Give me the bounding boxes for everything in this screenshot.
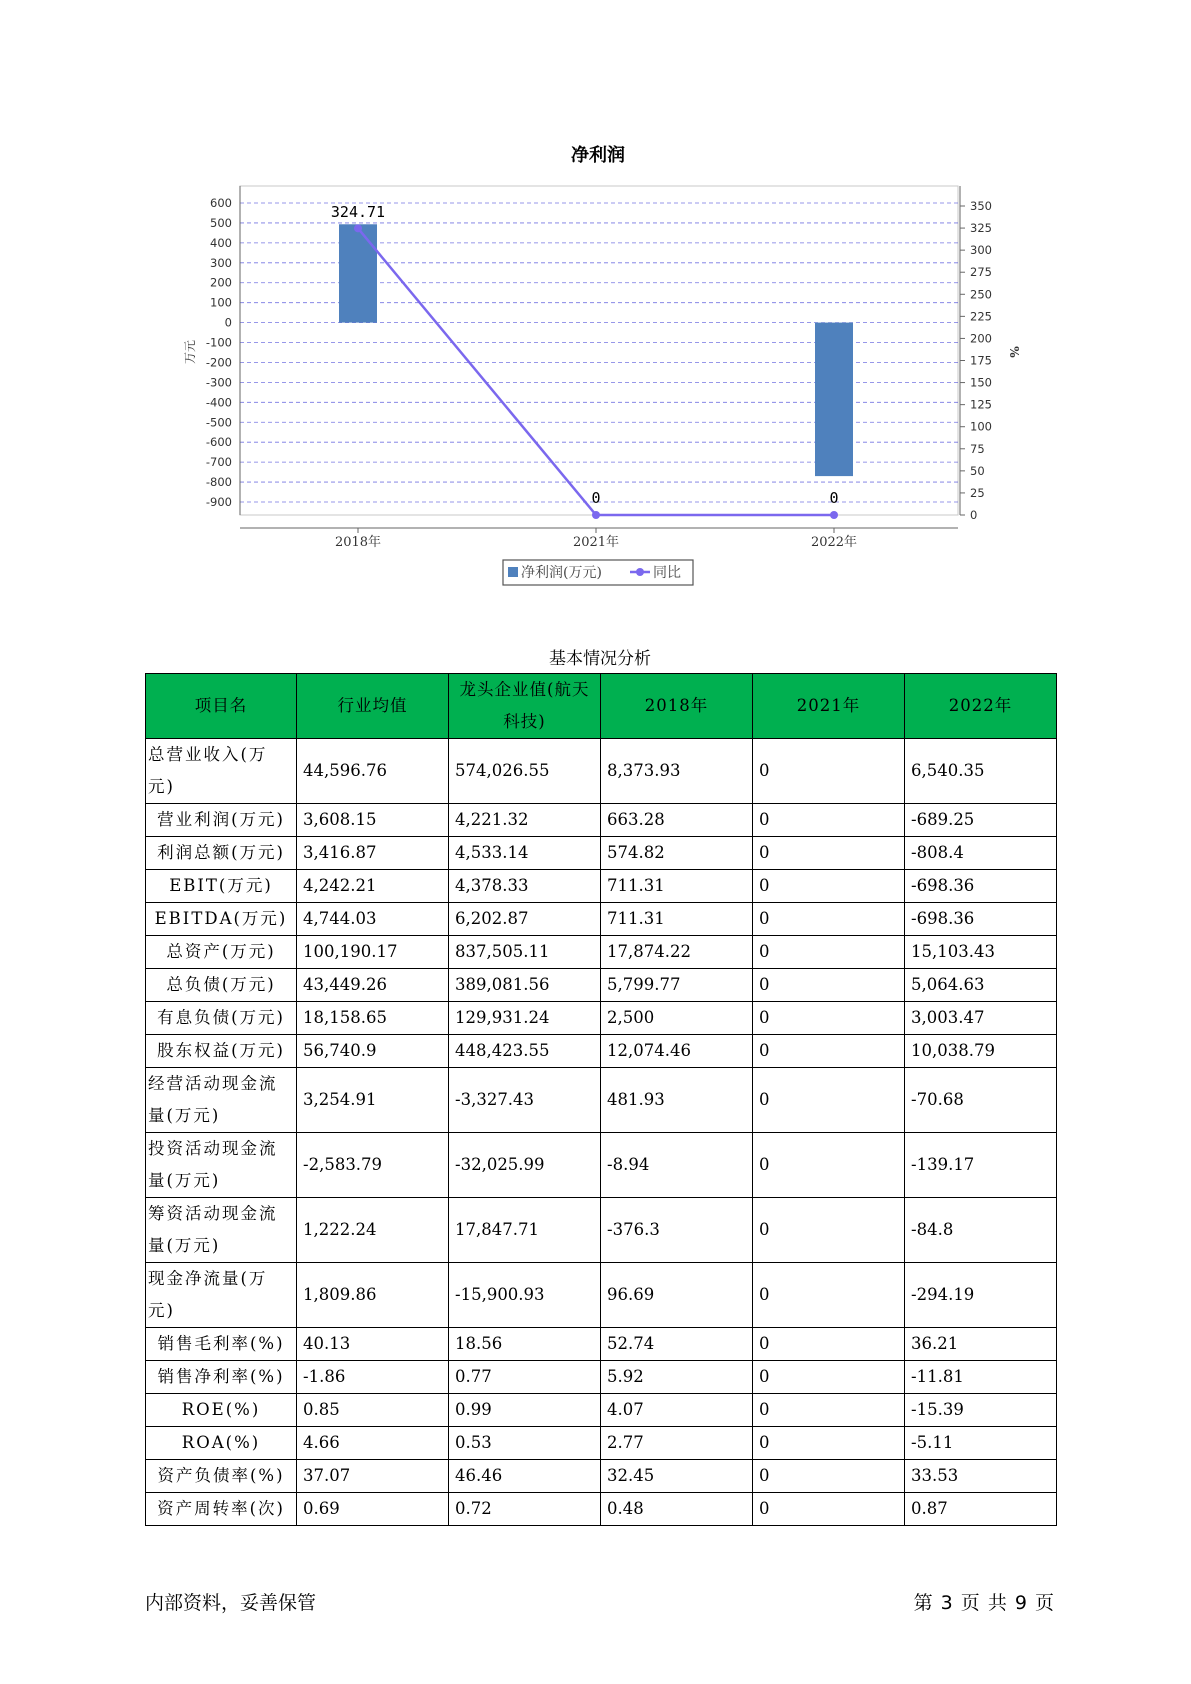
table-cell: -698.36 — [905, 870, 1057, 903]
table-cell: 5.92 — [601, 1361, 753, 1394]
table-cell: 574.82 — [601, 837, 753, 870]
table-body — [146, 739, 1057, 1526]
table-cell: -689.25 — [905, 804, 1057, 837]
data-label: 0 — [591, 489, 601, 507]
table-cell: 6,202.87 — [449, 903, 601, 936]
header-2022: 2022年 — [905, 674, 1057, 739]
table-cell: 0 — [753, 903, 905, 936]
header-2021: 2021年 — [753, 674, 905, 739]
table-cell: 0 — [753, 1035, 905, 1068]
y-tick-label: -400 — [205, 395, 232, 410]
table-cell: -139.17 — [905, 1133, 1057, 1198]
table-cell: 0 — [753, 1263, 905, 1328]
y2-tick-label: 25 — [970, 485, 985, 500]
table-cell: -5.11 — [905, 1427, 1057, 1460]
table-cell: 4,744.03 — [297, 903, 449, 936]
table-row — [146, 1328, 1057, 1361]
y2-tick-label: 100 — [970, 419, 992, 434]
table-cell: 0 — [753, 1328, 905, 1361]
table-cell: -32,025.99 — [449, 1133, 601, 1198]
table-cell: 17,847.71 — [449, 1198, 601, 1263]
header-industry-avg: 行业均值 — [297, 674, 449, 739]
y2-tick-label: 200 — [970, 331, 992, 346]
table-cell: 0 — [753, 1427, 905, 1460]
table-row — [146, 969, 1057, 1002]
row-label: 营业利润(万元) — [146, 804, 297, 837]
legend-label-line: 同比 — [653, 565, 681, 581]
table-row — [146, 837, 1057, 870]
footer-page-number: 第 3 页 共 9 页 — [913, 1592, 1055, 1614]
row-label: EBITDA(万元) — [146, 903, 297, 936]
y2-tick-label: 250 — [970, 287, 992, 302]
y-tick-label: 600 — [210, 196, 232, 210]
table-cell: 0.53 — [449, 1427, 601, 1460]
table-cell: 0 — [753, 1133, 905, 1198]
y2-tick-label: 175 — [970, 353, 992, 368]
table-cell: 0 — [753, 1002, 905, 1035]
legend-label-bar: 净利润(万元) — [521, 565, 602, 581]
table-row — [146, 804, 1057, 837]
row-label: 总负债(万元) — [146, 969, 297, 1002]
table-cell: 0 — [753, 804, 905, 837]
data-label: 0 — [829, 489, 839, 507]
table-row — [146, 739, 1057, 804]
table-cell: 3,608.15 — [297, 804, 449, 837]
table-cell: 0 — [753, 739, 905, 804]
y-tick-label: -500 — [205, 415, 232, 430]
table-row — [146, 1263, 1057, 1328]
y2-tick-label: 150 — [970, 375, 992, 390]
table-row — [146, 936, 1057, 969]
table-cell: 663.28 — [601, 804, 753, 837]
row-label: 经营活动现金流量(万元) — [146, 1068, 297, 1133]
chart-canvas — [0, 0, 1191, 600]
table-cell: 0 — [753, 1493, 905, 1526]
y-tick-label: -800 — [205, 475, 232, 490]
table-cell: 6,540.35 — [905, 739, 1057, 804]
table-header-row — [146, 674, 1057, 739]
table-cell: 10,038.79 — [905, 1035, 1057, 1068]
y2-tick-label: 225 — [970, 309, 992, 324]
table-row — [146, 1133, 1057, 1198]
bar — [339, 224, 377, 322]
table-row — [146, 1427, 1057, 1460]
row-label: 有息负债(万元) — [146, 1002, 297, 1035]
table-cell: 711.31 — [601, 903, 753, 936]
table-cell: 33.53 — [905, 1460, 1057, 1493]
row-label: 股东权益(万元) — [146, 1035, 297, 1068]
y-tick-label: 100 — [210, 295, 232, 310]
row-label: 现金净流量(万元) — [146, 1263, 297, 1328]
table-row — [146, 1002, 1057, 1035]
table-cell: 0.99 — [449, 1394, 601, 1427]
table-cell: 389,081.56 — [449, 969, 601, 1002]
row-label: 资产周转率(次) — [146, 1493, 297, 1526]
table-cell: -808.4 — [905, 837, 1057, 870]
table-caption: 基本情况分析 — [549, 649, 651, 669]
table-cell: 0.87 — [905, 1493, 1057, 1526]
row-label: 销售净利率(%) — [146, 1361, 297, 1394]
footer-confidential-note: 内部资料，妥善保管 — [145, 1592, 317, 1614]
table-cell: 4,378.33 — [449, 870, 601, 903]
row-label: 利润总额(万元) — [146, 837, 297, 870]
y-tick-label: -100 — [205, 335, 232, 350]
table-cell: 15,103.43 — [905, 936, 1057, 969]
table-cell: -15,900.93 — [449, 1263, 601, 1328]
header-item-name: 项目名 — [146, 674, 297, 739]
y-tick-label: -600 — [205, 435, 232, 450]
table-cell: 0.72 — [449, 1493, 601, 1526]
line-point — [830, 511, 838, 519]
table-cell: -84.8 — [905, 1198, 1057, 1263]
table-cell: 0 — [753, 837, 905, 870]
row-label: 销售毛利率(%) — [146, 1328, 297, 1361]
line-point — [592, 511, 600, 519]
table-row — [146, 870, 1057, 903]
y2-axis-label: % — [1007, 346, 1021, 358]
row-label: 总营业收入(万元) — [146, 739, 297, 804]
table-cell: -1.86 — [297, 1361, 449, 1394]
row-label: ROA(%) — [146, 1427, 297, 1460]
table-cell: 0 — [753, 936, 905, 969]
table-row — [146, 1394, 1057, 1427]
y-tick-label: -200 — [205, 355, 232, 370]
table-cell: 12,074.46 — [601, 1035, 753, 1068]
table-cell: -8.94 — [601, 1133, 753, 1198]
table-cell: 2.77 — [601, 1427, 753, 1460]
y-tick-label: 500 — [210, 215, 232, 230]
y2-tick-label: 350 — [970, 199, 992, 213]
y-tick-label: -700 — [205, 455, 232, 470]
x-tick-label: 2021年 — [572, 535, 620, 550]
y2-tick-label: 325 — [970, 221, 992, 236]
table-cell: 37.07 — [297, 1460, 449, 1493]
table-cell: 43,449.26 — [297, 969, 449, 1002]
bar — [815, 323, 853, 477]
table-cell: 574,026.55 — [449, 739, 601, 804]
table-cell: 0 — [753, 1198, 905, 1263]
table-cell: 36.21 — [905, 1328, 1057, 1361]
table-cell: 3,003.47 — [905, 1002, 1057, 1035]
y-tick-label: 200 — [210, 275, 232, 290]
table-cell: 0 — [753, 1361, 905, 1394]
y2-tick-label: 75 — [970, 441, 985, 456]
table-row — [146, 1361, 1057, 1394]
table-row — [146, 903, 1057, 936]
y-tick-label: 300 — [210, 255, 232, 270]
table-cell: 448,423.55 — [449, 1035, 601, 1068]
table-row — [146, 1198, 1057, 1263]
y2-tick-label: 50 — [970, 463, 985, 478]
header-leader-value: 龙头企业值(航天科技) — [449, 674, 601, 739]
table-cell: 17,874.22 — [601, 936, 753, 969]
table-cell: -2,583.79 — [297, 1133, 449, 1198]
table-cell: 1,222.24 — [297, 1198, 449, 1263]
y-tick-label: 400 — [210, 235, 232, 250]
table-row — [146, 1068, 1057, 1133]
table-cell: 46.46 — [449, 1460, 601, 1493]
y2-tick-label: 300 — [970, 243, 992, 258]
row-label: ROE(%) — [146, 1394, 297, 1427]
table-cell: 0 — [753, 1460, 905, 1493]
table-row — [146, 1035, 1057, 1068]
table-cell: 4,221.32 — [449, 804, 601, 837]
table-cell: 5,799.77 — [601, 969, 753, 1002]
table-cell: -698.36 — [905, 903, 1057, 936]
table-cell: 32.45 — [601, 1460, 753, 1493]
table-cell: 711.31 — [601, 870, 753, 903]
table-cell: 0 — [753, 1068, 905, 1133]
chart-title: 净利润 — [571, 145, 625, 166]
table-cell: 129,931.24 — [449, 1002, 601, 1035]
table-cell: 2,500 — [601, 1002, 753, 1035]
row-label: 总资产(万元) — [146, 936, 297, 969]
table-cell: 0 — [753, 870, 905, 903]
row-label: EBIT(万元) — [146, 870, 297, 903]
y-tick-label: 0 — [224, 315, 232, 330]
legend-swatch-bar — [508, 567, 518, 577]
analysis-table — [145, 673, 1057, 1526]
table-cell: 3,416.87 — [297, 837, 449, 870]
table-cell: 96.69 — [601, 1263, 753, 1328]
row-label: 投资活动现金流量(万元) — [146, 1133, 297, 1198]
table-cell: -294.19 — [905, 1263, 1057, 1328]
table-cell: 56,740.9 — [297, 1035, 449, 1068]
table-cell: 0.48 — [601, 1493, 753, 1526]
row-label: 筹资活动现金流量(万元) — [146, 1198, 297, 1263]
table-cell: 0.69 — [297, 1493, 449, 1526]
table-cell: 4.07 — [601, 1394, 753, 1427]
x-tick-label: 2022年 — [810, 535, 858, 550]
table-cell: 4.66 — [297, 1427, 449, 1460]
line-series — [358, 228, 834, 515]
table-cell: -11.81 — [905, 1361, 1057, 1394]
table-cell: 0.85 — [297, 1394, 449, 1427]
table-cell: -70.68 — [905, 1068, 1057, 1133]
data-label: 324.71 — [330, 203, 386, 221]
table-cell: 44,596.76 — [297, 739, 449, 804]
table-cell: 837,505.11 — [449, 936, 601, 969]
table-cell: 18,158.65 — [297, 1002, 449, 1035]
table-cell: -376.3 — [601, 1198, 753, 1263]
table-cell: -3,327.43 — [449, 1068, 601, 1133]
table-row — [146, 1460, 1057, 1493]
table-cell: 0 — [753, 1394, 905, 1427]
table-cell: -15.39 — [905, 1394, 1057, 1427]
y2-tick-label: 125 — [970, 397, 992, 412]
table-cell: 1,809.86 — [297, 1263, 449, 1328]
y2-tick-label: 0 — [970, 508, 978, 522]
table-cell: 4,533.14 — [449, 837, 601, 870]
table-cell: 18.56 — [449, 1328, 601, 1361]
table-cell: 40.13 — [297, 1328, 449, 1361]
table-cell: 481.93 — [601, 1068, 753, 1133]
table-cell: 100,190.17 — [297, 936, 449, 969]
table-cell: 52.74 — [601, 1328, 753, 1361]
table-cell: 0 — [753, 969, 905, 1002]
net-profit-chart — [0, 0, 1191, 600]
table-cell: 0.77 — [449, 1361, 601, 1394]
table-row — [146, 1493, 1057, 1526]
table-cell: 4,242.21 — [297, 870, 449, 903]
table-cell: 3,254.91 — [297, 1068, 449, 1133]
line-point — [354, 224, 362, 232]
y-tick-label: -900 — [205, 495, 232, 509]
y-tick-label: -300 — [205, 375, 232, 390]
y2-tick-label: 275 — [970, 265, 992, 280]
table-cell: 5,064.63 — [905, 969, 1057, 1002]
x-tick-label: 2018年 — [334, 535, 382, 550]
row-label: 资产负债率(%) — [146, 1460, 297, 1493]
y-axis-label: 万元 — [183, 339, 197, 365]
header-2018: 2018年 — [601, 674, 753, 739]
legend-swatch-point — [636, 568, 644, 576]
table-cell: 8,373.93 — [601, 739, 753, 804]
